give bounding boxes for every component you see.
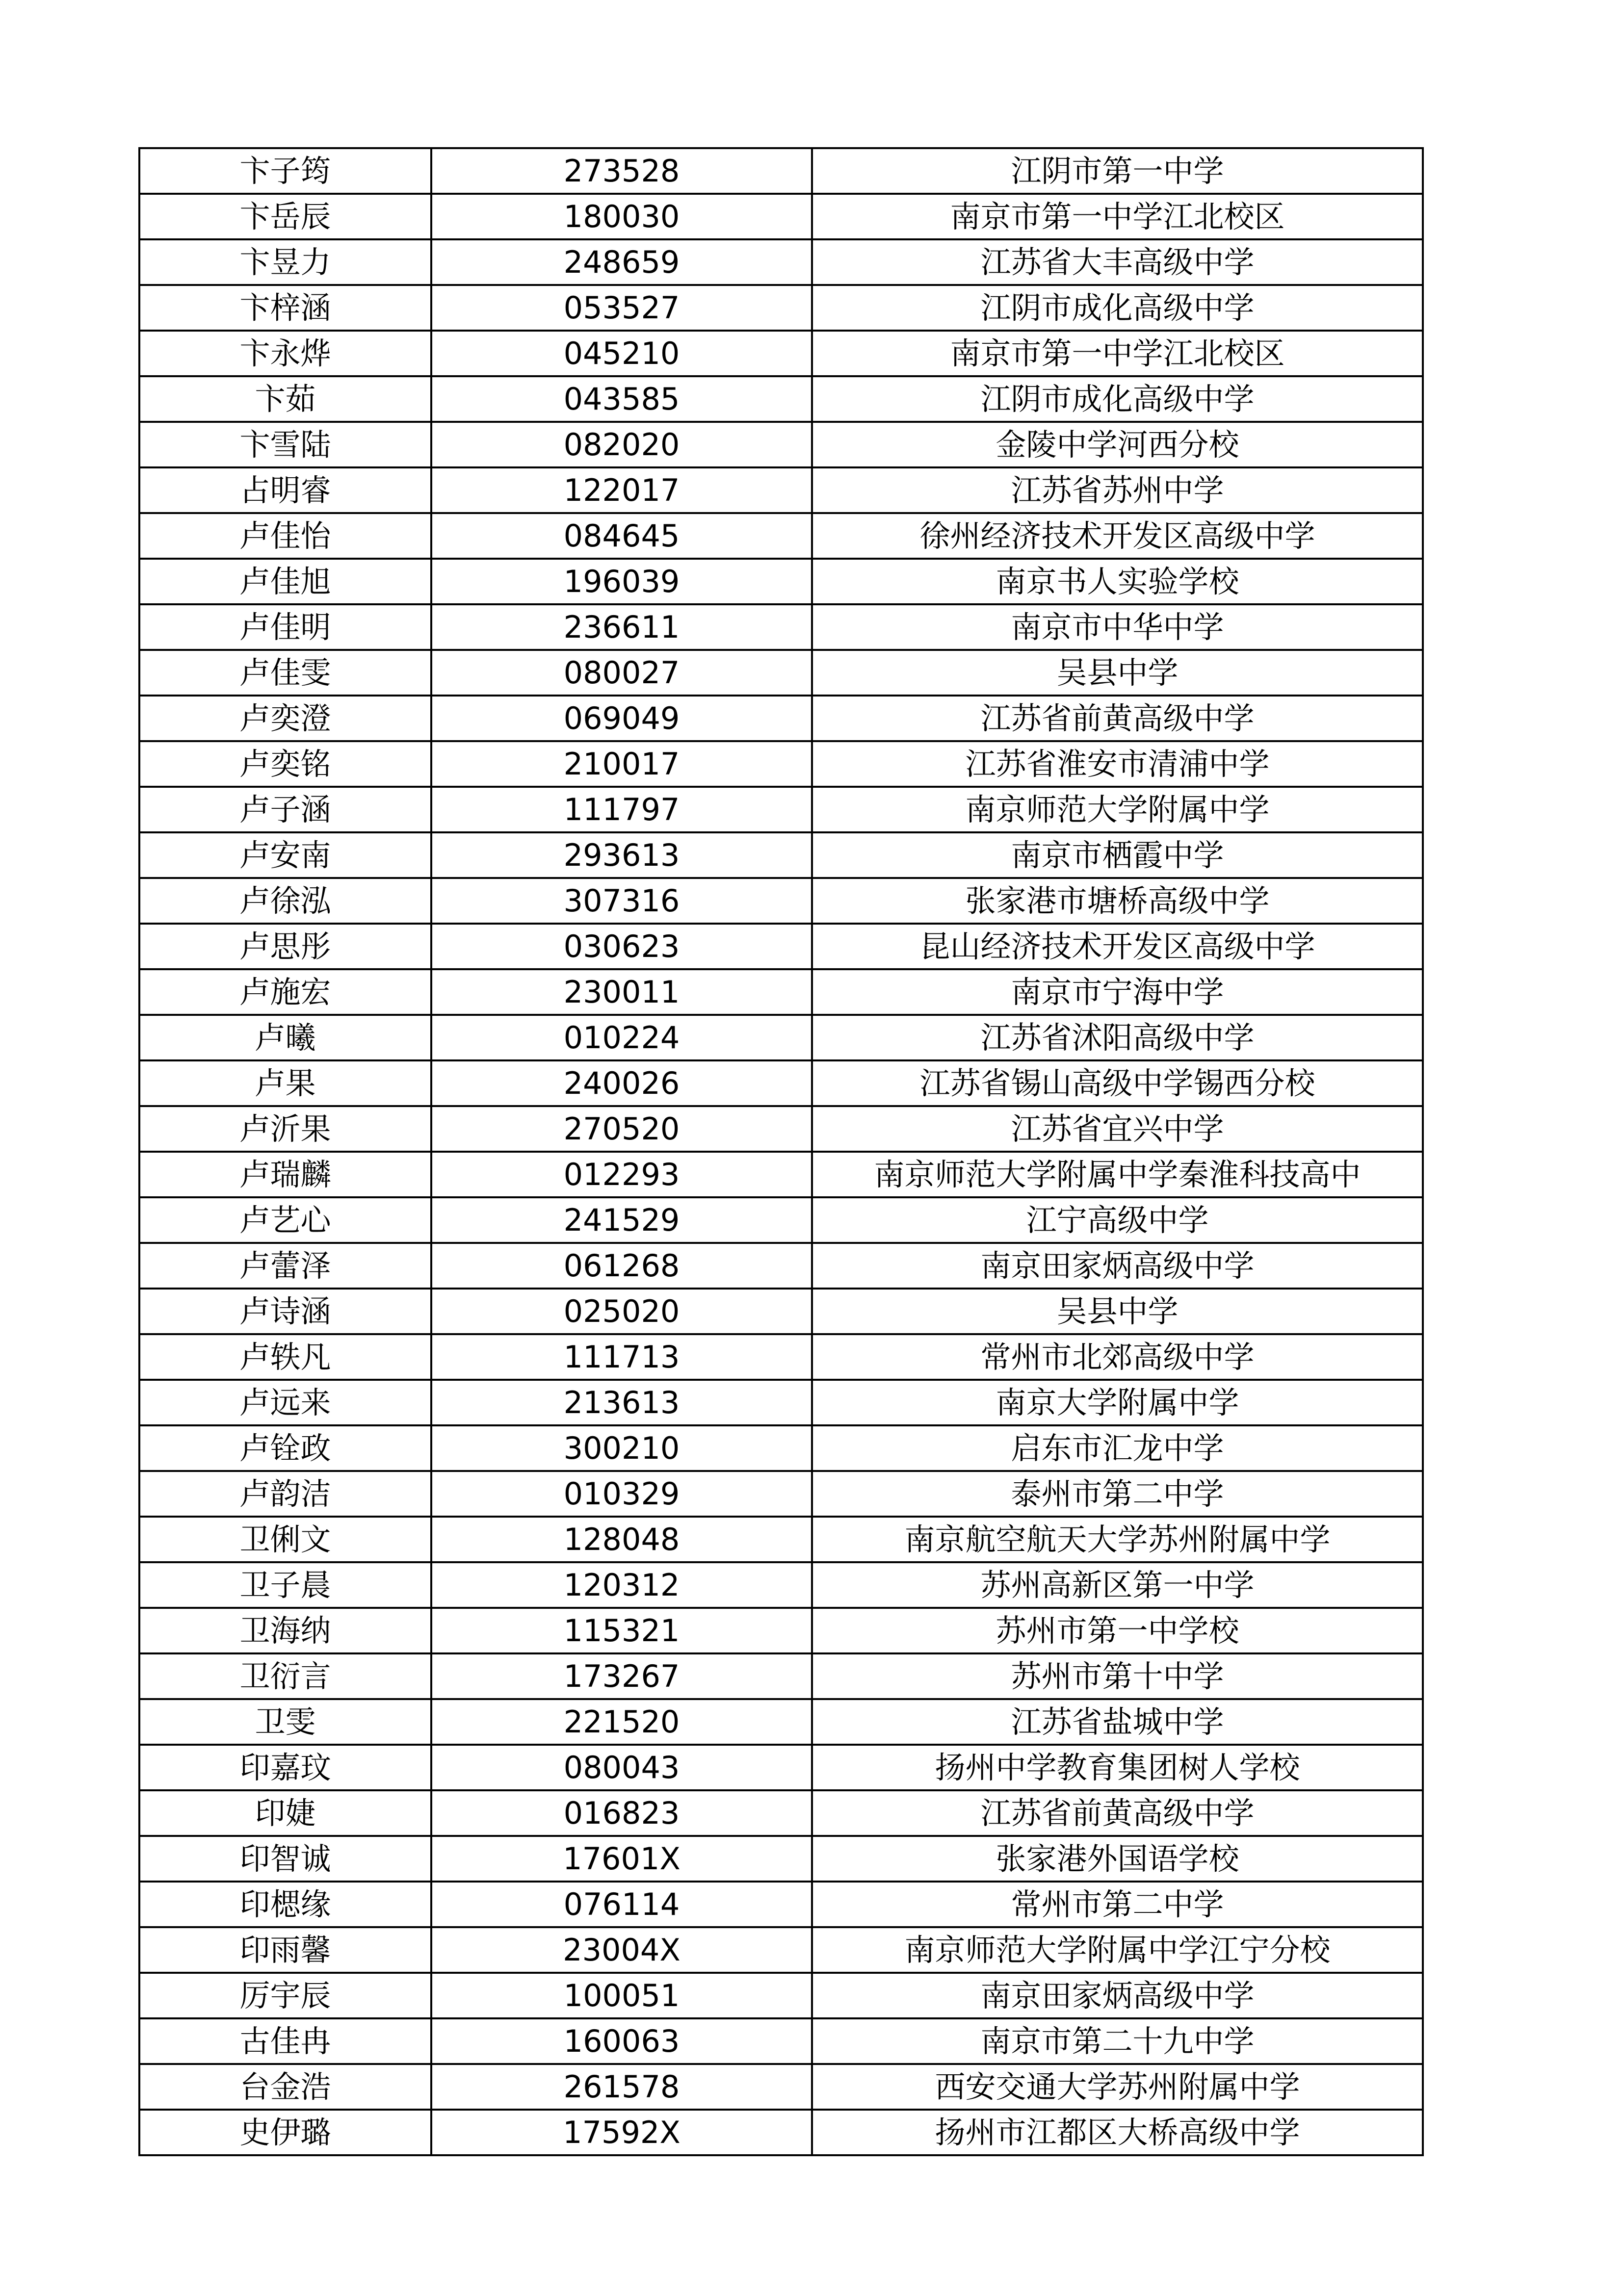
table-row — [139, 969, 1423, 1015]
school-cell: 苏州市第十中学 — [812, 1653, 1423, 1699]
table-row — [139, 1060, 1423, 1106]
name-cell: 印雨馨 — [139, 1927, 431, 1973]
school-cell: 江苏省盐城中学 — [812, 1699, 1423, 1745]
name-cell: 卫俐文 — [139, 1517, 431, 1562]
id-cell: 043585 — [431, 376, 812, 422]
name-cell: 卢佳明 — [139, 604, 431, 650]
name-cell: 卢沂果 — [139, 1106, 431, 1152]
id-cell: 221520 — [431, 1699, 812, 1745]
name-cell: 卢果 — [139, 1060, 431, 1106]
table-row — [139, 1334, 1423, 1380]
name-cell: 卢安南 — [139, 832, 431, 878]
school-cell: 吴县中学 — [812, 1289, 1423, 1334]
id-cell: 273528 — [431, 148, 812, 194]
id-cell: 270520 — [431, 1106, 812, 1152]
name-cell: 占明睿 — [139, 467, 431, 513]
school-cell: 南京市第二十九中学 — [812, 2018, 1423, 2064]
id-cell: 17592X — [431, 2110, 812, 2155]
school-cell: 南京大学附属中学 — [812, 1380, 1423, 1425]
id-cell: 080043 — [431, 1745, 812, 1790]
school-cell: 江苏省淮安市清浦中学 — [812, 741, 1423, 787]
name-cell: 古佳冉 — [139, 2018, 431, 2064]
name-cell: 卢轶凡 — [139, 1334, 431, 1380]
school-cell: 南京市中华中学 — [812, 604, 1423, 650]
school-cell: 南京师范大学附属中学秦淮科技高中 — [812, 1152, 1423, 1197]
name-cell: 卞昱力 — [139, 239, 431, 285]
name-cell: 卢瑞麟 — [139, 1152, 431, 1197]
school-cell: 江阴市成化高级中学 — [812, 285, 1423, 331]
name-cell: 卢诗涵 — [139, 1289, 431, 1334]
school-cell: 江苏省前黄高级中学 — [812, 1790, 1423, 1836]
name-cell: 卢佳旭 — [139, 559, 431, 604]
school-cell: 吴县中学 — [812, 650, 1423, 696]
name-cell: 卢蕾泽 — [139, 1243, 431, 1289]
table-row — [139, 1836, 1423, 1882]
table-row — [139, 1882, 1423, 1927]
name-cell: 卢子涵 — [139, 787, 431, 832]
school-cell: 扬州中学教育集团树人学校 — [812, 1745, 1423, 1790]
id-cell: 300210 — [431, 1425, 812, 1471]
name-cell: 卢佳怡 — [139, 513, 431, 559]
name-cell: 印楒缘 — [139, 1882, 431, 1927]
table-row — [139, 1745, 1423, 1790]
school-cell: 泰州市第二中学 — [812, 1471, 1423, 1517]
name-cell: 厉宇辰 — [139, 1973, 431, 2018]
table-row — [139, 1562, 1423, 1608]
id-cell: 307316 — [431, 878, 812, 924]
name-cell: 印嘉玟 — [139, 1745, 431, 1790]
id-cell: 236611 — [431, 604, 812, 650]
id-cell: 180030 — [431, 194, 812, 239]
table-row — [139, 2110, 1423, 2155]
name-cell: 卫子晨 — [139, 1562, 431, 1608]
id-cell: 010224 — [431, 1015, 812, 1060]
table-row — [139, 832, 1423, 878]
table-row — [139, 1015, 1423, 1060]
id-cell: 025020 — [431, 1289, 812, 1334]
table-row — [139, 1425, 1423, 1471]
name-cell: 卢韵洁 — [139, 1471, 431, 1517]
table-row — [139, 1289, 1423, 1334]
school-cell: 扬州市江都区大桥高级中学 — [812, 2110, 1423, 2155]
id-cell: 196039 — [431, 559, 812, 604]
table-row — [139, 285, 1423, 331]
table-row — [139, 239, 1423, 285]
table-row — [139, 331, 1423, 376]
school-cell: 江苏省锡山高级中学锡西分校 — [812, 1060, 1423, 1106]
id-cell: 080027 — [431, 650, 812, 696]
school-cell: 江苏省沭阳高级中学 — [812, 1015, 1423, 1060]
name-cell: 卞茹 — [139, 376, 431, 422]
table-row — [139, 924, 1423, 969]
id-cell: 17601X — [431, 1836, 812, 1882]
school-cell: 常州市北郊高级中学 — [812, 1334, 1423, 1380]
id-cell: 084645 — [431, 513, 812, 559]
table-row — [139, 1243, 1423, 1289]
school-cell: 南京市第一中学江北校区 — [812, 194, 1423, 239]
name-cell: 史伊璐 — [139, 2110, 431, 2155]
id-cell: 261578 — [431, 2064, 812, 2110]
school-cell: 江苏省前黄高级中学 — [812, 696, 1423, 741]
id-cell: 111797 — [431, 787, 812, 832]
school-cell: 南京师范大学附属中学 — [812, 787, 1423, 832]
school-cell: 启东市汇龙中学 — [812, 1425, 1423, 1471]
table-row — [139, 1471, 1423, 1517]
school-cell: 南京田家炳高级中学 — [812, 1973, 1423, 2018]
school-cell: 昆山经济技术开发区高级中学 — [812, 924, 1423, 969]
id-cell: 053527 — [431, 285, 812, 331]
id-cell: 016823 — [431, 1790, 812, 1836]
id-cell: 241529 — [431, 1197, 812, 1243]
table-row — [139, 2018, 1423, 2064]
table-row — [139, 696, 1423, 741]
id-cell: 122017 — [431, 467, 812, 513]
id-cell: 069049 — [431, 696, 812, 741]
school-cell: 张家港外国语学校 — [812, 1836, 1423, 1882]
name-cell: 卫衍言 — [139, 1653, 431, 1699]
school-cell: 南京师范大学附属中学江宁分校 — [812, 1927, 1423, 1973]
table-row — [139, 741, 1423, 787]
id-cell: 23004X — [431, 1927, 812, 1973]
name-cell: 卢艺心 — [139, 1197, 431, 1243]
name-cell: 卢施宏 — [139, 969, 431, 1015]
school-cell: 江阴市第一中学 — [812, 148, 1423, 194]
table-row — [139, 650, 1423, 696]
id-cell: 111713 — [431, 1334, 812, 1380]
table-row — [139, 1973, 1423, 2018]
table-row — [139, 148, 1423, 194]
name-cell: 卫海纳 — [139, 1608, 431, 1653]
name-cell: 卞雪陆 — [139, 422, 431, 467]
name-cell: 卢奕澄 — [139, 696, 431, 741]
name-cell: 卢曦 — [139, 1015, 431, 1060]
name-cell: 卞子筠 — [139, 148, 431, 194]
school-cell: 南京市栖霞中学 — [812, 832, 1423, 878]
table-row — [139, 1106, 1423, 1152]
name-cell: 卢远来 — [139, 1380, 431, 1425]
table-row — [139, 1517, 1423, 1562]
id-cell: 012293 — [431, 1152, 812, 1197]
table-row — [139, 878, 1423, 924]
id-cell: 030623 — [431, 924, 812, 969]
id-cell: 115321 — [431, 1608, 812, 1653]
table-row — [139, 1790, 1423, 1836]
table-row — [139, 1152, 1423, 1197]
school-cell: 西安交通大学苏州附属中学 — [812, 2064, 1423, 2110]
school-cell: 徐州经济技术开发区高级中学 — [812, 513, 1423, 559]
table-row — [139, 604, 1423, 650]
id-cell: 076114 — [431, 1882, 812, 1927]
id-cell: 248659 — [431, 239, 812, 285]
table-row — [139, 422, 1423, 467]
table-row — [139, 513, 1423, 559]
table-row — [139, 1608, 1423, 1653]
table-row — [139, 559, 1423, 604]
school-cell: 常州市第二中学 — [812, 1882, 1423, 1927]
table-row — [139, 1699, 1423, 1745]
id-cell: 173267 — [431, 1653, 812, 1699]
id-cell: 240026 — [431, 1060, 812, 1106]
id-cell: 213613 — [431, 1380, 812, 1425]
school-cell: 南京书人实验学校 — [812, 559, 1423, 604]
school-cell: 苏州高新区第一中学 — [812, 1562, 1423, 1608]
id-cell: 100051 — [431, 1973, 812, 2018]
table-row — [139, 2064, 1423, 2110]
school-cell: 江苏省宜兴中学 — [812, 1106, 1423, 1152]
id-cell: 128048 — [431, 1517, 812, 1562]
id-cell: 010329 — [431, 1471, 812, 1517]
table-row — [139, 1380, 1423, 1425]
school-cell: 江苏省苏州中学 — [812, 467, 1423, 513]
name-cell: 卢铨政 — [139, 1425, 431, 1471]
school-cell: 南京航空航天大学苏州附属中学 — [812, 1517, 1423, 1562]
id-cell: 160063 — [431, 2018, 812, 2064]
name-cell: 卢徐泓 — [139, 878, 431, 924]
table-row — [139, 787, 1423, 832]
id-cell: 230011 — [431, 969, 812, 1015]
school-cell: 苏州市第一中学校 — [812, 1608, 1423, 1653]
id-cell: 061268 — [431, 1243, 812, 1289]
school-cell: 南京田家炳高级中学 — [812, 1243, 1423, 1289]
school-cell: 张家港市塘桥高级中学 — [812, 878, 1423, 924]
school-cell: 南京市第一中学江北校区 — [812, 331, 1423, 376]
student-table — [138, 147, 1424, 2156]
table-row — [139, 1653, 1423, 1699]
table-row — [139, 194, 1423, 239]
name-cell: 卢佳雯 — [139, 650, 431, 696]
name-cell: 卞永烨 — [139, 331, 431, 376]
table-row — [139, 1927, 1423, 1973]
school-cell: 南京市宁海中学 — [812, 969, 1423, 1015]
name-cell: 卞梓涵 — [139, 285, 431, 331]
school-cell: 江阴市成化高级中学 — [812, 376, 1423, 422]
school-cell: 江宁高级中学 — [812, 1197, 1423, 1243]
school-cell: 江苏省大丰高级中学 — [812, 239, 1423, 285]
table-row — [139, 1197, 1423, 1243]
table-row — [139, 376, 1423, 422]
name-cell: 印智诚 — [139, 1836, 431, 1882]
school-cell: 金陵中学河西分校 — [812, 422, 1423, 467]
name-cell: 卢奕铭 — [139, 741, 431, 787]
id-cell: 120312 — [431, 1562, 812, 1608]
id-cell: 210017 — [431, 741, 812, 787]
name-cell: 卞岳辰 — [139, 194, 431, 239]
name-cell: 卫雯 — [139, 1699, 431, 1745]
id-cell: 045210 — [431, 331, 812, 376]
name-cell: 印婕 — [139, 1790, 431, 1836]
student-table-body — [139, 148, 1423, 2155]
table-row — [139, 467, 1423, 513]
id-cell: 082020 — [431, 422, 812, 467]
name-cell: 卢思彤 — [139, 924, 431, 969]
id-cell: 293613 — [431, 832, 812, 878]
name-cell: 台金浩 — [139, 2064, 431, 2110]
